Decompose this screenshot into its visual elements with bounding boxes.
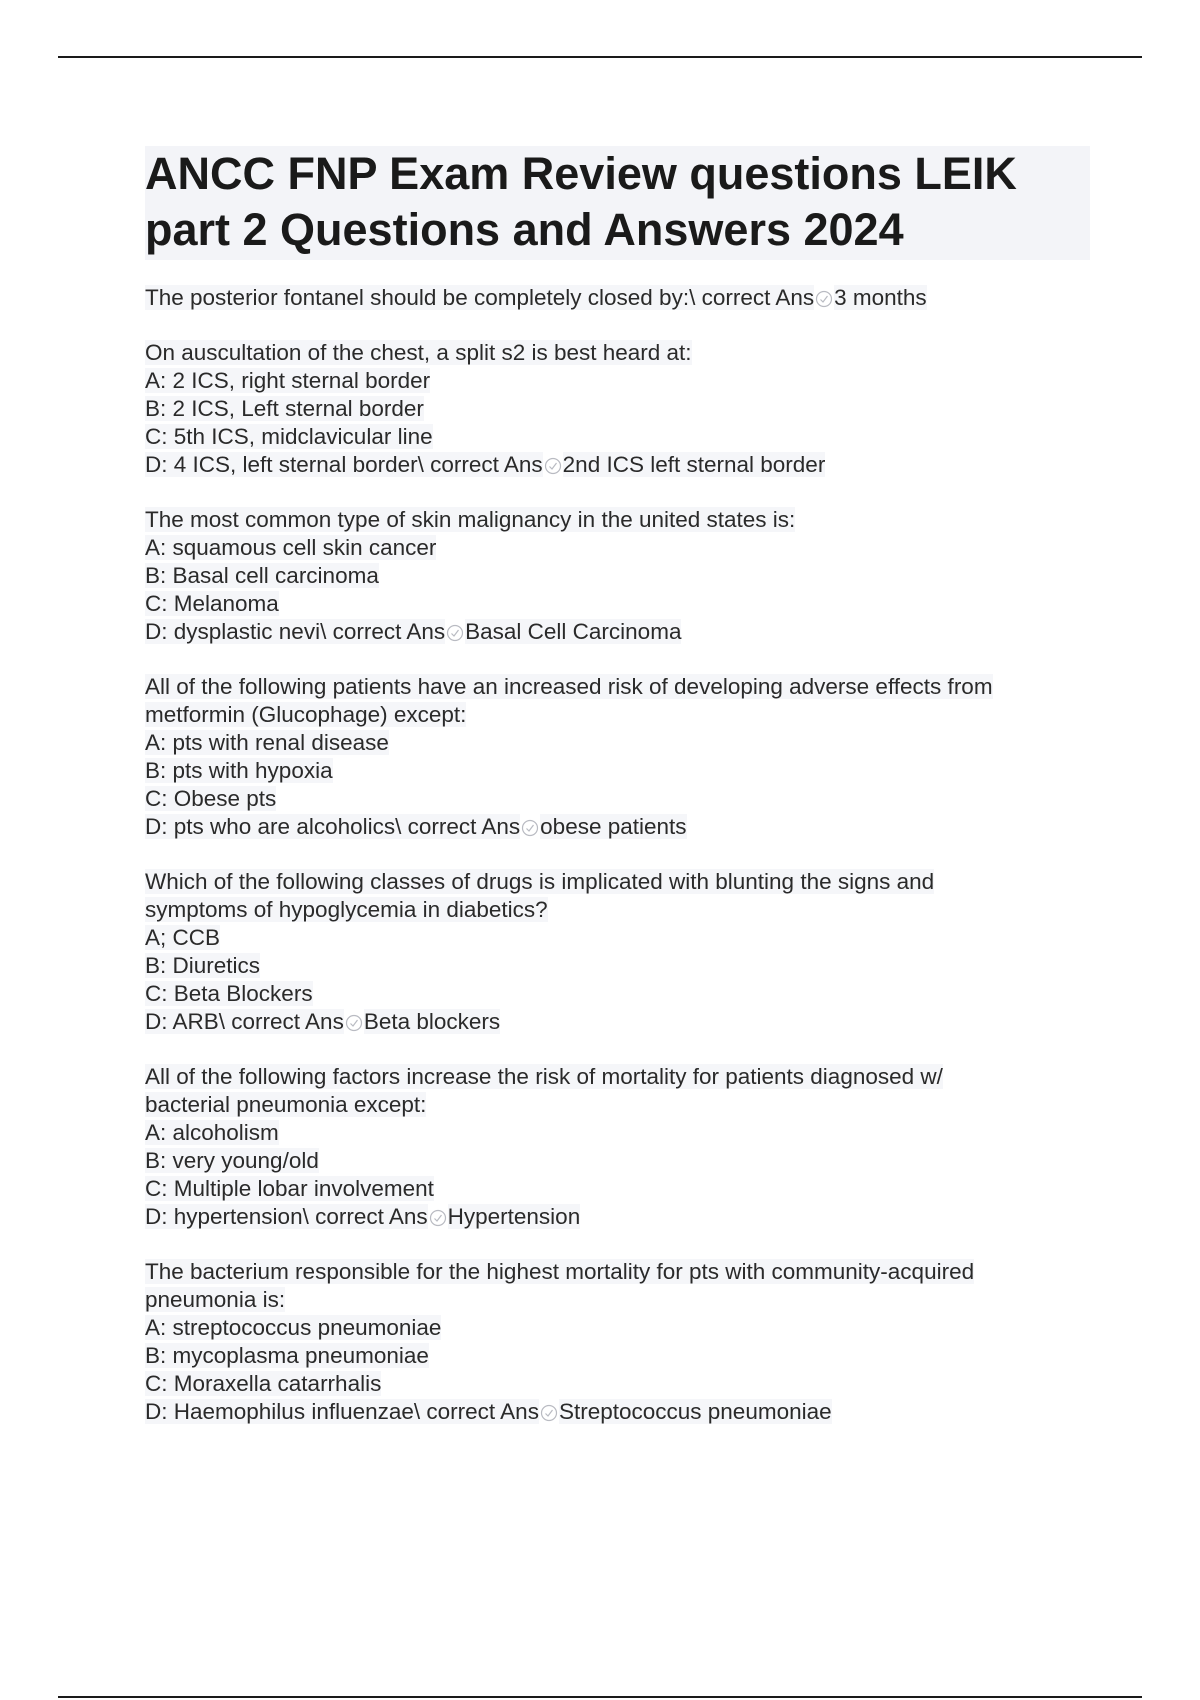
answer-text: 2nd ICS left sternal border <box>562 452 826 477</box>
line-text: D: dysplastic nevi\ correct Ans <box>145 619 446 644</box>
question-line <box>145 1342 1090 1370</box>
line-text: D: pts who are alcoholics\ correct Ans <box>145 814 521 839</box>
qa-item <box>145 868 1090 1036</box>
line-text: D: hypertension\ correct Ans <box>145 1204 428 1229</box>
check-circle-icon <box>815 290 833 308</box>
question-line <box>145 1286 1090 1314</box>
question-line <box>145 1203 1090 1231</box>
question-line <box>145 1147 1090 1175</box>
line-text: B: mycoplasma pneumoniae <box>145 1343 429 1368</box>
check-circle-icon <box>540 1404 558 1422</box>
question-line <box>145 451 1090 479</box>
line-text: metformin (Glucophage) except: <box>145 702 467 727</box>
question-line <box>145 1119 1090 1147</box>
question-text <box>145 1258 1090 1286</box>
question-line <box>145 1175 1090 1203</box>
qa-item <box>145 284 1090 312</box>
question-line <box>145 952 1090 980</box>
question-line <box>145 1314 1090 1342</box>
question-line <box>145 395 1090 423</box>
question-line <box>145 367 1090 395</box>
question-line <box>145 618 1090 646</box>
question-line <box>145 896 1090 924</box>
line-text: A: squamous cell skin cancer <box>145 535 437 560</box>
question-text <box>145 673 1090 701</box>
qa-list <box>145 284 1090 1426</box>
question-line <box>145 1398 1090 1426</box>
question-line <box>145 757 1090 785</box>
answer-text: obese patients <box>540 814 687 839</box>
line-text: bacterial pneumonia except: <box>145 1092 427 1117</box>
question-line <box>145 423 1090 451</box>
question-line <box>145 980 1090 1008</box>
line-text: C: Multiple lobar involvement <box>145 1176 434 1201</box>
document-body <box>145 146 1090 1453</box>
question-text <box>145 868 1090 896</box>
qa-item <box>145 1258 1090 1426</box>
check-circle-icon <box>544 457 562 475</box>
line-text: B: pts with hypoxia <box>145 758 333 783</box>
answer-text: Hypertension <box>447 1204 581 1229</box>
question-line <box>145 562 1090 590</box>
line-text: Which of the following classes of drugs is implicated with blunting the signs and <box>145 869 935 894</box>
line-text: D: 4 ICS, left sternal border\ correct Ans <box>145 452 543 477</box>
question-text <box>145 1063 1090 1091</box>
check-circle-icon <box>446 624 464 642</box>
line-text: B: Diuretics <box>145 953 261 978</box>
check-circle-icon <box>429 1209 447 1227</box>
question-line <box>145 924 1090 952</box>
line-text: The bacterium responsible for the highest mortality for pts with community-acquired <box>145 1259 975 1284</box>
answer-text: Beta blockers <box>363 1009 501 1034</box>
question-line <box>145 701 1090 729</box>
question-line <box>145 729 1090 757</box>
qa-item <box>145 1063 1090 1231</box>
qa-item <box>145 506 1090 646</box>
question-line <box>145 785 1090 813</box>
qa-item <box>145 339 1090 479</box>
line-text: A; CCB <box>145 925 221 950</box>
top-divider <box>58 56 1142 58</box>
answer-text: Basal Cell Carcinoma <box>465 619 682 644</box>
line-text: C: Melanoma <box>145 591 279 616</box>
line-text: A: pts with renal disease <box>145 730 389 755</box>
line-text: symptoms of hypoglycemia in diabetics? <box>145 897 548 922</box>
line-text: C: Beta Blockers <box>145 981 313 1006</box>
line-text: The posterior fontanel should be completely closed by:\ correct Ans <box>145 285 815 310</box>
line-text: D: Haemophilus influenzae\ correct Ans <box>145 1399 539 1424</box>
question-line <box>145 1091 1090 1119</box>
line-text: pneumonia is: <box>145 1287 286 1312</box>
line-text: B: very young/old <box>145 1148 319 1173</box>
line-text: All of the following patients have an increased risk of developing adverse effects from <box>145 674 993 699</box>
line-text: The most common type of skin malignancy in the united states is: <box>145 507 796 532</box>
answer-text: Streptococcus pneumoniae <box>558 1399 832 1424</box>
answer-text: 3 months <box>834 285 927 310</box>
line-text: B: 2 ICS, Left sternal border <box>145 396 424 421</box>
check-circle-icon <box>345 1014 363 1032</box>
line-text: A: streptococcus pneumoniae <box>145 1315 442 1340</box>
document-title: ANCC FNP Exam Review questions LEIK part 2 Questions and Answers 2024 <box>145 146 1090 260</box>
question-line <box>145 1370 1090 1398</box>
question-line <box>145 590 1090 618</box>
line-text: B: Basal cell carcinoma <box>145 563 379 588</box>
qa-item <box>145 673 1090 841</box>
line-text: C: 5th ICS, midclavicular line <box>145 424 433 449</box>
line-text: C: Moraxella catarrhalis <box>145 1371 382 1396</box>
question-text <box>145 339 1090 367</box>
line-text: A: 2 ICS, right sternal border <box>145 368 431 393</box>
line-text: D: ARB\ correct Ans <box>145 1009 344 1034</box>
line-text: C: Obese pts <box>145 786 277 811</box>
line-text: On auscultation of the chest, a split s2 is best heard at: <box>145 340 692 365</box>
check-circle-icon <box>521 819 539 837</box>
bottom-divider <box>58 1696 1142 1698</box>
line-text: All of the following factors increase the risk of mortality for patients diagnosed w/ <box>145 1064 943 1089</box>
question-text <box>145 284 1090 312</box>
question-line <box>145 534 1090 562</box>
question-text <box>145 506 1090 534</box>
question-line <box>145 813 1090 841</box>
line-text: A: alcoholism <box>145 1120 279 1145</box>
question-line <box>145 1008 1090 1036</box>
